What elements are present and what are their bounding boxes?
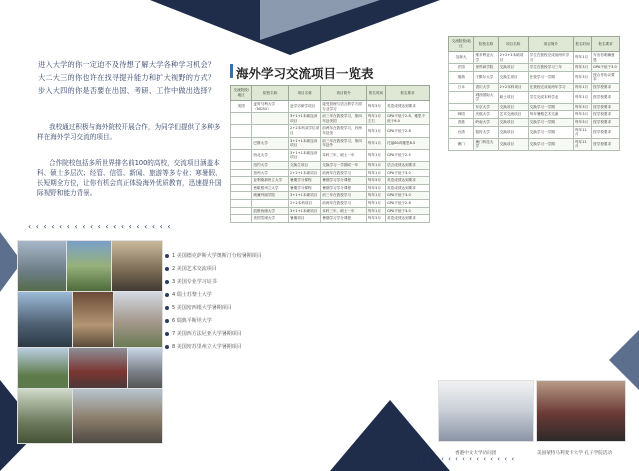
table-cell-school: 城西国际大学 [474,91,498,103]
photo-tall-building [127,347,163,389]
table-cell-time: 每年1月 [366,207,385,215]
table-cell-time: 每年3月 [574,111,592,119]
table-cell-intro: 每年暑期艺术交流 [528,111,573,119]
table-cell-region [231,161,252,169]
table-cell-region [231,125,252,137]
program-table-1 [230,85,430,223]
table-cell-school [252,125,289,137]
table-cell-time: 每年11月 [574,126,592,138]
title-accent-bar [230,64,233,78]
program-table-2 [448,36,620,151]
table-cell-req: 按学校要求 [592,138,620,150]
caption-right-photo: 美国蒙特马利麦卡大学 孔子学院活动 [537,451,612,456]
photo-group-event [536,380,626,442]
table-cell-program: 交换生项目 [289,161,321,169]
table-cell-intro: 前两年在我校学习 [321,169,367,177]
table-cell-program: 2+2+1本硕项目 [289,169,321,177]
table-row [231,177,430,185]
table-cell-time: 每年1月左右 [366,113,385,125]
table-cell-intro: 交换学习一学期 [528,138,573,150]
table-cell-region: 加拿大 [449,52,474,64]
table-cell-time: 每年1月 [366,169,385,177]
table-cell-intro: 在校学习一学期 [528,71,573,83]
table-header-cell: 院校名称 [252,86,289,101]
table-cell-school: 澳门科技大学 [474,138,498,150]
table-cell-intro: 本科三年，硕士一年 [321,207,367,215]
photo-legend-item: 5 美国密西根大学暑期项目 [165,304,232,311]
table-header-cell: 项目名称 [289,86,321,101]
table-cell-program: 交换生项目 [498,71,528,83]
table-cell-intro: 本科三年，硕士一年 [321,149,367,161]
table-cell-time: 每年1月 [366,199,385,207]
table-cell-school: 西北大学 [252,149,289,161]
table-cell-time: 每年1月 [574,52,592,64]
table-cell-intro: 学生完成本科学业 [528,91,573,103]
bottom-divider-arrows: ‹ ‹ ‹ ‹ ‹ ‹ ‹ ‹ ‹ ‹ ‹ ‹ ‹ ‹ [420,455,516,463]
photo-city-view [17,240,67,292]
table-row [449,103,620,111]
table-row [449,118,620,126]
table-cell-region: 香港 [449,118,474,126]
table-cell-program: 交换项目 [498,126,528,138]
table-cell-time: 每年1月 [574,83,592,91]
table-cell-region: 韩国 [449,111,474,119]
photo-church-tower [113,291,163,348]
table-cell-region: 瑞典 [449,71,474,83]
table-cell-time: 每年3月 [574,64,592,72]
table-cell-intro: 暑期学习学分课程 [321,215,367,223]
table-cell-req: 按学校要求 [592,103,620,111]
table-cell-region: 日本 [449,83,474,91]
table-row [449,64,620,72]
table-cell-program: 硕士项目 [498,91,528,103]
table-cell-time: 每年1月 [574,91,592,103]
table-cell-region [449,91,474,103]
table-cell-program: 暑期项目 [289,215,321,223]
table-cell-school: 维多利亚大学 [474,52,498,64]
table-cell-req: GPA不低于3.0 [592,64,620,72]
table-cell-req: 按合作协议要求 [592,71,620,83]
table-cell-school: 东京大学 [474,103,498,111]
table-cell-time: 每年1月 [366,192,385,200]
table-cell-req: 按学校要求 [592,126,620,138]
table-cell-school: 香川大学 [474,83,498,91]
table-cell-intro: 前两年在我校学习，后两年赴美 [321,125,367,137]
table-cell-region [231,215,252,223]
table-cell-program: 赴学访研学项目 [289,101,321,113]
table-cell-req: GPA不低于2.8 [386,125,430,137]
table-cell-time: 每年1月 [366,137,385,149]
table-cell-program: 3+1+1本硕连读项目 [289,113,321,125]
table-cell-intro: 在我校完成前两年学习 [528,83,573,91]
table-cell-program: 暑期学分课程 [289,184,321,192]
table-cell-school: 纽约大学 [252,161,289,169]
table-cell-school: 密歇根州立大学 [252,184,289,192]
table-cell-program: 3+1+1本硕连读项目 [289,137,321,149]
table-cell-school: 铭传大学 [474,126,498,138]
table-cell-region [231,192,252,200]
table-row [449,111,620,119]
table-cell-program: 交换项目 [498,118,528,126]
table-row [449,138,620,150]
photo-legend-item: 2 美国艺术交流项目 [165,265,217,272]
table-cell-intro: 学生在我校完成前两年学习 [528,52,573,64]
table-cell-program: 暑期学分课程 [289,177,321,185]
table-cell-req: 托福80或雅思6.5 [386,137,430,149]
table-header-cell: 报名时间 [574,37,592,52]
table-cell-region: 法国 [449,64,474,72]
table-cell-region: 澳门 [449,138,474,150]
table-cell-region [231,207,252,215]
table-cell-req: 英语成绩达到要求 [386,101,430,113]
table-cell-req: 英语成绩达到要求 [386,215,430,223]
table-header-cell: 项目名称 [498,37,528,52]
table-cell-school [252,113,289,125]
table-cell-program: 艺术交流项目 [498,111,528,119]
photo-legend-item: 3 美国专业学习证书 [165,278,217,285]
table-cell-req: 写出有明确意愿 [592,52,620,64]
table-row [231,207,430,215]
table-cell-school: 凯斯西储大学 [252,207,289,215]
table-row [449,126,620,138]
table-cell-program: 交换项目 [498,64,528,72]
table-cell-req: GPA不低于3.0 [386,169,430,177]
photo-exhibition-boards [438,380,534,442]
table-cell-req: 按学校要求 [592,91,620,103]
table-cell-req: GPA不低于2.8，雅思不低于6.0 [386,113,430,125]
table-cell-time: 每年1月 [366,125,385,137]
table-cell-program: 交换项目 [498,103,528,111]
table-cell-region [231,199,252,207]
table-cell-school: 里昂商学院 [474,64,498,72]
table-cell-school: 麦哥马利大学（NCSU） [252,101,289,113]
table-cell-time: 每年11月 [574,138,592,150]
table-cell-time: 每年3月 [366,101,385,113]
intro-paragraph-1: 我校通过积极与海外院校开展合作，为同学们提供了多种多样在海外学习交流的项目。 [37,123,221,141]
table-cell-req: 英语成绩达到要求 [386,184,430,192]
photo-gothic-hall [17,388,73,444]
table-cell-req: GPA不低于2.8 [386,199,430,207]
table-cell-intro: 学生在我校学习三年 [528,64,573,72]
table-cell-program: 3+1+1本硕连读项目 [289,149,321,161]
table-cell-school: 加州大学 [252,169,289,177]
table-row [231,184,430,192]
table-row [231,169,430,177]
table-cell-region [231,149,252,161]
table-row [231,137,430,149]
table-cell-req: GPA不低于3.0 [386,192,430,200]
table-cell-school: 岭南大学 [474,118,498,126]
table-cell-school: 于默尔大学 [474,71,498,83]
photo-group-garden [66,240,112,292]
table-cell-school: 亚利桑那州立大学 [252,177,289,185]
photo-legend-item: 1 美国德克萨斯大学奥斯汀分校暑期项目 [165,252,262,259]
table-cell-region [231,113,252,125]
photo-meeting-room [72,291,114,348]
caption-left-photo: 香港中文大学访问团 [455,451,497,456]
table-cell-time: 每年3月 [366,184,385,192]
table-cell-time: 每年3月 [574,103,592,111]
table-cell-school: 威廉玛丽学院 [252,192,289,200]
table-cell-intro: 前三年在我校学习 [321,192,367,200]
table-row [231,215,430,223]
table-cell-region [231,137,252,149]
intro-question-1: 进入大学的你一定迫不及待想了解大学各种学习机会？ [38,60,216,69]
table-cell-school: 庆熙大学 [474,111,498,119]
table-cell-program: 2+2本科项目 [289,199,321,207]
table-cell-time: 每年3月 [366,177,385,185]
table-cell-school [252,199,289,207]
table-cell-time: 每年1月 [366,149,385,161]
table-row [231,125,430,137]
table-row [449,71,620,83]
table-cell-program: 3+1+1本硕项目 [289,192,321,200]
table-cell-req: GPA不低于2.5 [386,149,430,161]
photo-campus-lawn [17,347,69,389]
table-header-cell: 院校名称 [474,37,498,52]
table-cell-program: 2+2+1本硕项目 [498,52,528,64]
table-cell-intro: 暑期学习学分课程 [321,177,367,185]
table-cell-req: 按学校要求 [592,83,620,91]
table-cell-intro: 交换学习一学期 [528,126,573,138]
table-cell-intro: 交换学习一学期 [528,118,573,126]
table-cell-intro: 接受管理与语言教学方面专业学习 [321,101,367,113]
photo-legend-item: 8 美国密苏里州立大学暑期项目 [165,343,242,350]
table-cell-school: 巴斯大学 [252,137,289,149]
table-header-cell: 报名要求 [592,37,620,52]
table-cell-program: 交换项目 [498,138,528,150]
table-cell-req: 英语成绩达到要求 [386,177,430,185]
photo-legend-item: 7 美国西方法尼亚大学暑期项目 [165,330,242,337]
table-cell-region [231,169,252,177]
table-header-cell: 交流院校/地区 [231,86,252,101]
table-cell-program: 3+1+1本硕项目 [289,207,321,215]
corner-triangle-top-center-light [260,0,380,40]
table-cell-region: 美国 [231,101,252,113]
table-row [231,113,430,125]
table-cell-region [449,103,474,111]
table-header-cell: 报名要求 [386,86,430,101]
table-row [231,101,430,113]
divider-arrows: ‹ ‹ ‹ ‹ ‹ ‹ ‹ ‹ ‹ ‹ ‹ ‹ ‹ ‹ ‹ ‹ ‹ ‹ ‹ [28,222,172,231]
table-row [231,199,430,207]
table-cell-intro: 前两年在我校学习 [321,199,367,207]
photo-group-steps [72,388,163,444]
table-header-cell: 报名时间 [366,86,385,101]
table-cell-req: 语言成绩达到要求 [386,161,430,169]
table-cell-req: 按学校要求 [592,118,620,126]
table-cell-req: GPA不低于3.0 [386,207,430,215]
intro-question-2: 大二大三的你也许在找寻提升能力和扩大视野的方式？ [38,73,216,82]
table-cell-intro: 前三年在我校学习，第四年赴美国 [321,113,367,125]
table-cell-intro: 前三年在我校学习，第四年赴外 [321,137,367,149]
table-row [449,91,620,103]
table-cell-intro: 暑期学习学分课程 [321,184,367,192]
photo-legend-item: 6 瑞典平斯坦大学 [165,317,212,324]
table-row [231,161,430,169]
table-cell-school: 美国雪城大学 [252,215,289,223]
table-header-cell: 交流院校/地区 [449,37,474,52]
table-cell-time: 每年3月 [366,215,385,223]
intro-question-3: 步入大四的你是否要在出国、考研、工作中做出选择？ [38,86,216,95]
table-header-cell: 项目简介 [528,37,573,52]
photo-legend-item: 4 瑞士苏黎士大学 [165,291,212,298]
table-cell-time: 每年3月 [574,118,592,126]
photo-building-blue [17,291,73,348]
table-row [231,149,430,161]
table-cell-region [231,177,252,185]
intro-paragraph-2: 合作院校包括多所世界排名前100的高校，交流项目涵盖本科、硕士多层次；经管、信管、新闻、旅游等多专业；寒暑假、长短期全方位，让你有机会真正体验海外优质教育，迅速提升国际视野和能力背景。 [37,159,222,197]
page-title: 海外学习交流项目一览表 [236,66,374,81]
table-header-cell: 项目简介 [321,86,367,101]
table-cell-time: 每年1月 [366,161,385,169]
table-cell-program: 2+2本科双学位项目 [289,125,321,137]
table-cell-time: 每年3月 [574,71,592,83]
table-row [449,52,620,64]
table-cell-region [231,184,252,192]
table-cell-program: 2+2本科项目 [498,83,528,91]
table-row [231,192,430,200]
table-cell-req: 按学校要求 [592,111,620,119]
table-cell-intro: 交换学习一学期或一年 [321,161,367,169]
table-cell-region: 台湾 [449,126,474,138]
photo-students-street [111,240,163,292]
photo-group-red [68,347,128,389]
table-cell-intro: 交换学习一学期 [528,103,573,111]
table-row [449,83,620,91]
